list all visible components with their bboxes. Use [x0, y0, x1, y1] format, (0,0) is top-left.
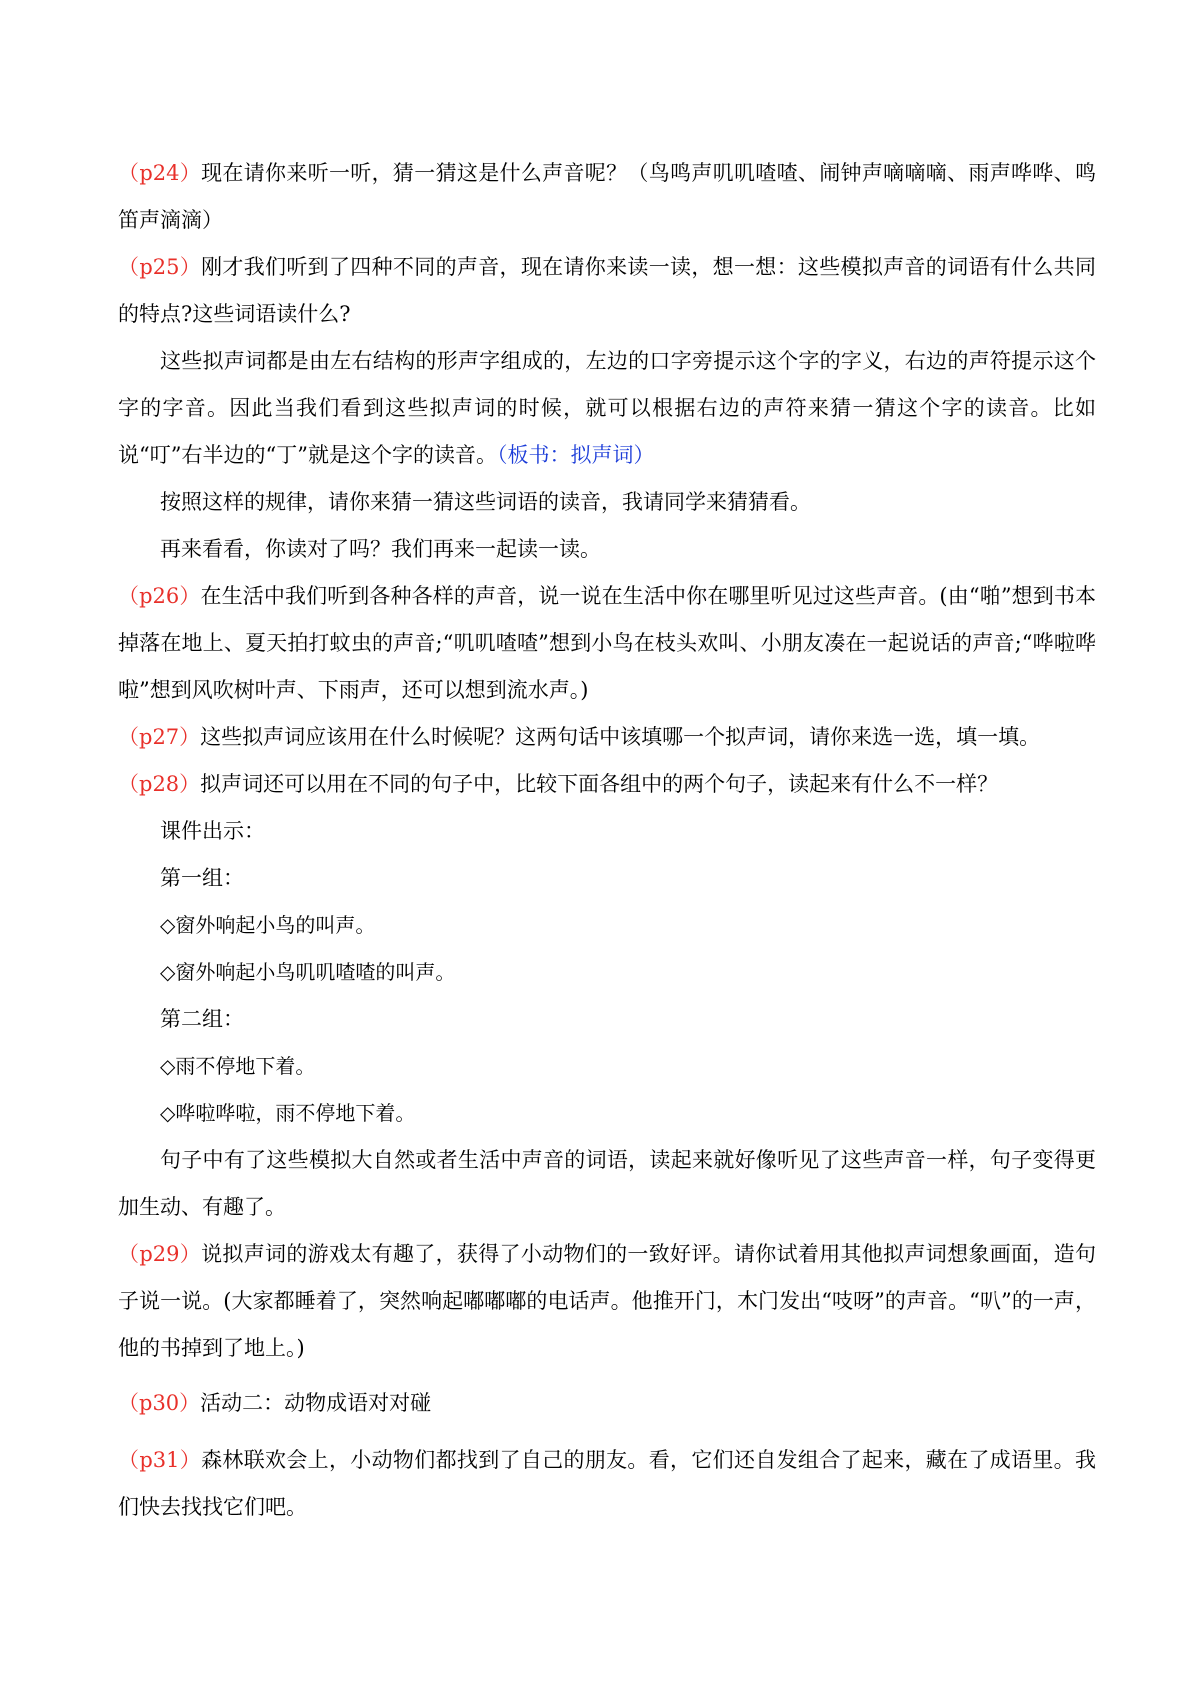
paragraph-check [118, 526, 1096, 573]
group-two-label [118, 996, 1096, 1043]
paragraph-text: 第一组： [160, 866, 244, 890]
page-tag: （p31） [118, 1448, 202, 1472]
paragraph-text: 活动二：动物成语对对碰 [200, 1391, 432, 1415]
paragraph-text: ◇哗啦哗啦，雨不停地下着。 [160, 1101, 416, 1125]
page-tag: （p28） [118, 772, 201, 796]
paragraph-text: 拟声词还可以用在不同的句子中，比较下面各组中的两个句子，读起来有什么不一样？ [200, 772, 999, 796]
example-sentence [118, 949, 1096, 996]
example-sentence [118, 902, 1096, 949]
paragraph-text: ◇窗外响起小鸟的叫声。 [160, 913, 376, 937]
paragraph-p25 [118, 244, 1096, 338]
paragraph-p29 [118, 1231, 1096, 1372]
paragraph-text: 这些拟声词都是由左右结构的形声字组成的，左边的口字旁提示这个字的字义，右边的声符提示这个字的字音。因此当我们看到这些拟声词的时候，就可以根据右边的声符来猜一猜这个字的读音。比如说“叮”右半边的“丁”就是这个字的读音。 [118, 349, 1096, 467]
paragraph-p31 [118, 1437, 1096, 1531]
courseware-label [118, 808, 1096, 855]
paragraph-text: 刚才我们听到了四种不同的声音，现在请你来读一读，想一想：这些模拟声音的词语有什么共同的特点?这些词语读什么? [118, 255, 1096, 326]
paragraph-p30 [118, 1380, 1096, 1427]
page-tag: （p27） [118, 725, 201, 749]
paragraph-text: 课件出示： [160, 819, 265, 843]
page-tag: （p25） [118, 255, 202, 279]
paragraph-summary [118, 1137, 1096, 1231]
board-note: （板书：拟声词） [496, 443, 655, 467]
paragraph-text: 第二组： [160, 1007, 244, 1031]
paragraph-p28 [118, 761, 1096, 808]
paragraph-text: ◇雨不停地下着。 [160, 1054, 316, 1078]
page-tag: （p26） [118, 584, 201, 608]
paragraph-text: 按照这样的规律，请你来猜一猜这些词语的读音，我请同学来猜猜看。 [160, 490, 811, 514]
paragraph-explanation [118, 338, 1096, 479]
paragraph-text: 现在请你来听一听，猜一猜这是什么声音呢？（鸟鸣声叽叽喳喳、闹钟声嘀嘀嘀、雨声哗哗、鸣笛声滴滴） [118, 161, 1096, 232]
paragraph-text: 说拟声词的游戏太有趣了，获得了小动物们的一致好评。请你试着用其他拟声词想象画面，造句子说一说。(大家都睡着了，突然响起嘟嘟嘟的电话声。他推开门，木门发出“吱呀”的声音。“叭”的一声，他的书掉到了地上。) [118, 1242, 1096, 1360]
paragraph-text: 森林联欢会上，小动物们都找到了自己的朋友。看，它们还自发组合了起来，藏在了成语里。我们快去找找它们吧。 [118, 1448, 1096, 1519]
paragraph-text: 句子中有了这些模拟大自然或者生活中声音的词语，读起来就好像听见了这些声音一样，句子变得更加生动、有趣了。 [118, 1148, 1096, 1219]
paragraph-text: 再来看看，你读对了吗？我们再来一起读一读。 [160, 537, 601, 561]
example-sentence [118, 1090, 1096, 1137]
paragraph-guess [118, 479, 1096, 526]
page-tag: （p30） [118, 1391, 201, 1415]
page-tag: （p24） [118, 161, 202, 185]
group-one-label [118, 855, 1096, 902]
page-tag: （p29） [118, 1242, 202, 1266]
paragraph-p26 [118, 573, 1096, 714]
paragraph-p24 [118, 150, 1096, 244]
document-body [118, 150, 1096, 1531]
example-sentence [118, 1043, 1096, 1090]
paragraph-text: 这些拟声词应该用在什么时候呢？这两句话中该填哪一个拟声词，请你来选一选，填一填。 [200, 725, 1041, 749]
paragraph-text: ◇窗外响起小鸟叽叽喳喳的叫声。 [160, 960, 456, 984]
paragraph-text: 在生活中我们听到各种各样的声音，说一说在生活中你在哪里听见过这些声音。(由“啪”想到书本掉落在地上、夏天拍打蚊虫的声音;“叽叽喳喳”想到小鸟在枝头欢叫、小朋友凑在一起说话的声音;“哗啦哗啦”想到风吹树叶声、下雨声，还可以想到流水声。) [118, 584, 1096, 702]
paragraph-p27 [118, 714, 1096, 761]
